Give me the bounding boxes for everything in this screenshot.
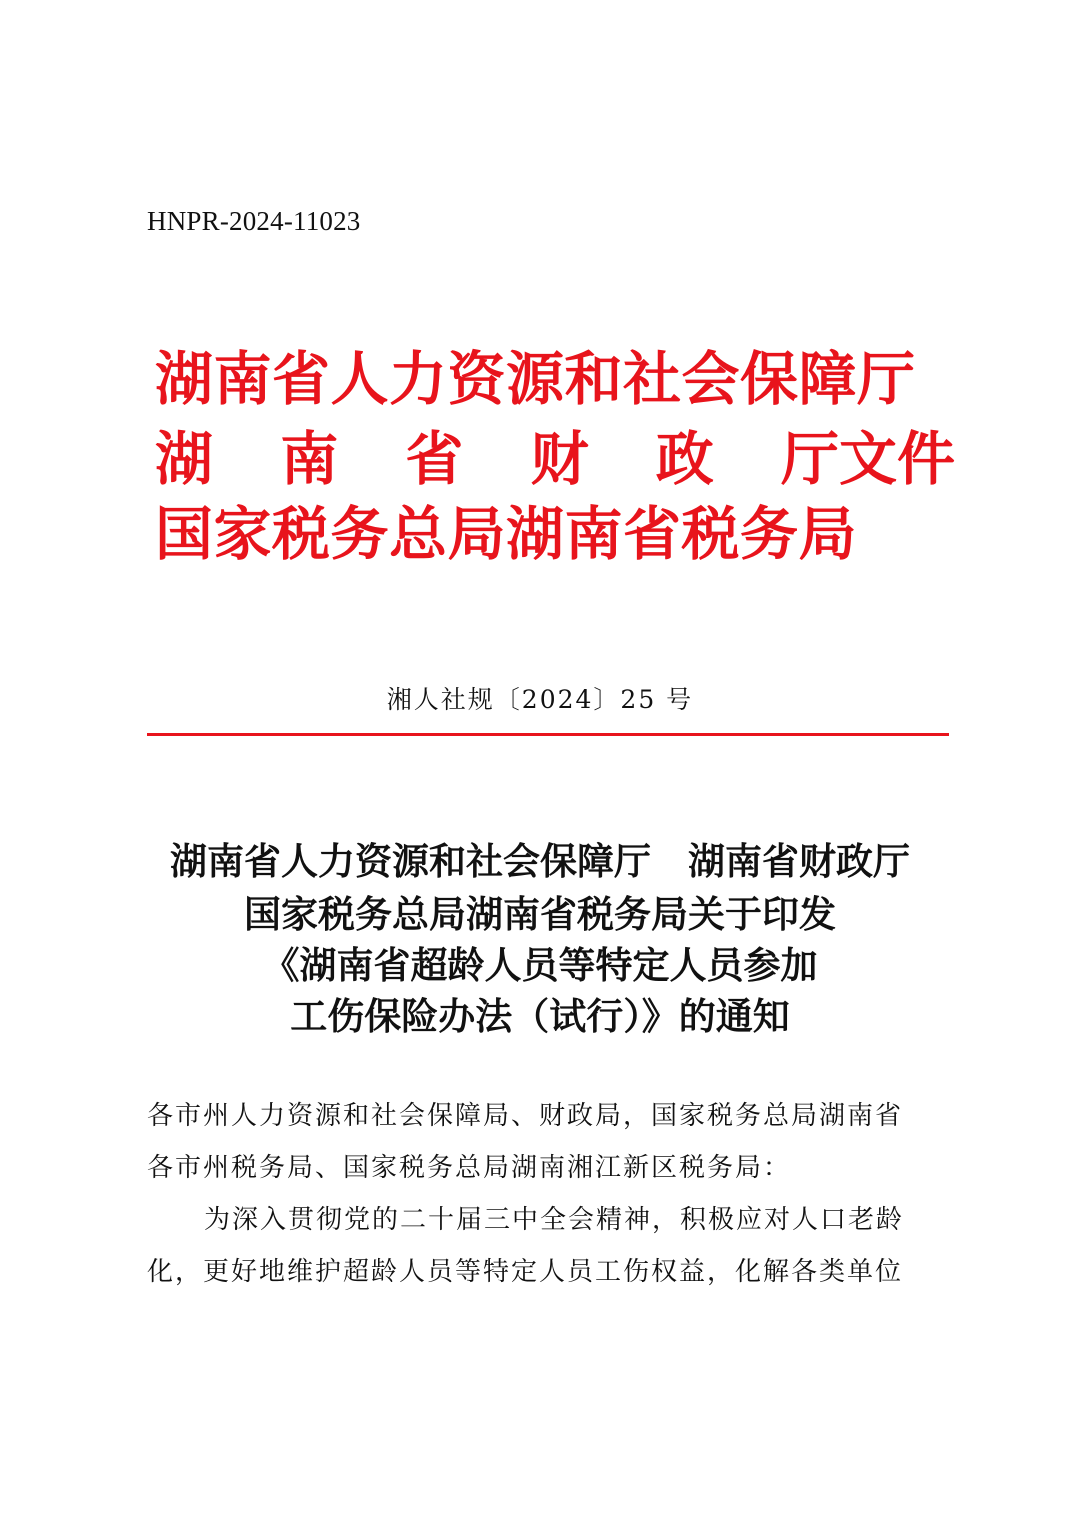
issuer-header-char: 湖 — [155, 425, 214, 493]
issuer-header-char: 财 — [530, 425, 589, 493]
issuer-header-char: 厅文件 — [780, 425, 955, 493]
notice-title-line-2: 国家税务总局湖南省税务局关于印发 — [244, 892, 836, 936]
red-divider — [147, 733, 949, 736]
issuer-header-char: 省 — [405, 425, 464, 493]
issuer-header-line-1: 湖南省人力资源和社会保障厅 — [155, 345, 916, 413]
paragraph-line-1: 为深入贯彻党的二十届三中全会精神，积极应对人口老龄 — [204, 1205, 905, 1235]
issuer-header-char: 南 — [280, 425, 339, 493]
document-number: 湘人社规〔2024〕25 号 — [386, 685, 694, 714]
recipients-line-1: 各市州人力资源和社会保障局、财政局，国家税务总局湖南省 — [147, 1101, 904, 1131]
recipients-line-2: 各市州税务局、国家税务总局湖南湘江新区税务局： — [147, 1153, 792, 1183]
notice-title-line-3: 《湖南省超龄人员等特定人员参加 — [262, 943, 818, 987]
notice-title-line-1: 湖南省人力资源和社会保障厅 湖南省财政厅 — [170, 839, 910, 883]
issuer-header-line-3: 国家税务总局湖南省税务局 — [155, 500, 858, 568]
paragraph-line-2: 化，更好地维护超龄人员等特定人员工伤权益，化解各类单位 — [147, 1257, 904, 1287]
issuer-header-char: 政 — [655, 425, 714, 493]
notice-title-line-4: 工伤保险办法（试行）》的通知 — [290, 994, 790, 1038]
document-code: HNPR-2024-11023 — [147, 206, 361, 236]
issuer-header-line-2 — [155, 425, 955, 493]
